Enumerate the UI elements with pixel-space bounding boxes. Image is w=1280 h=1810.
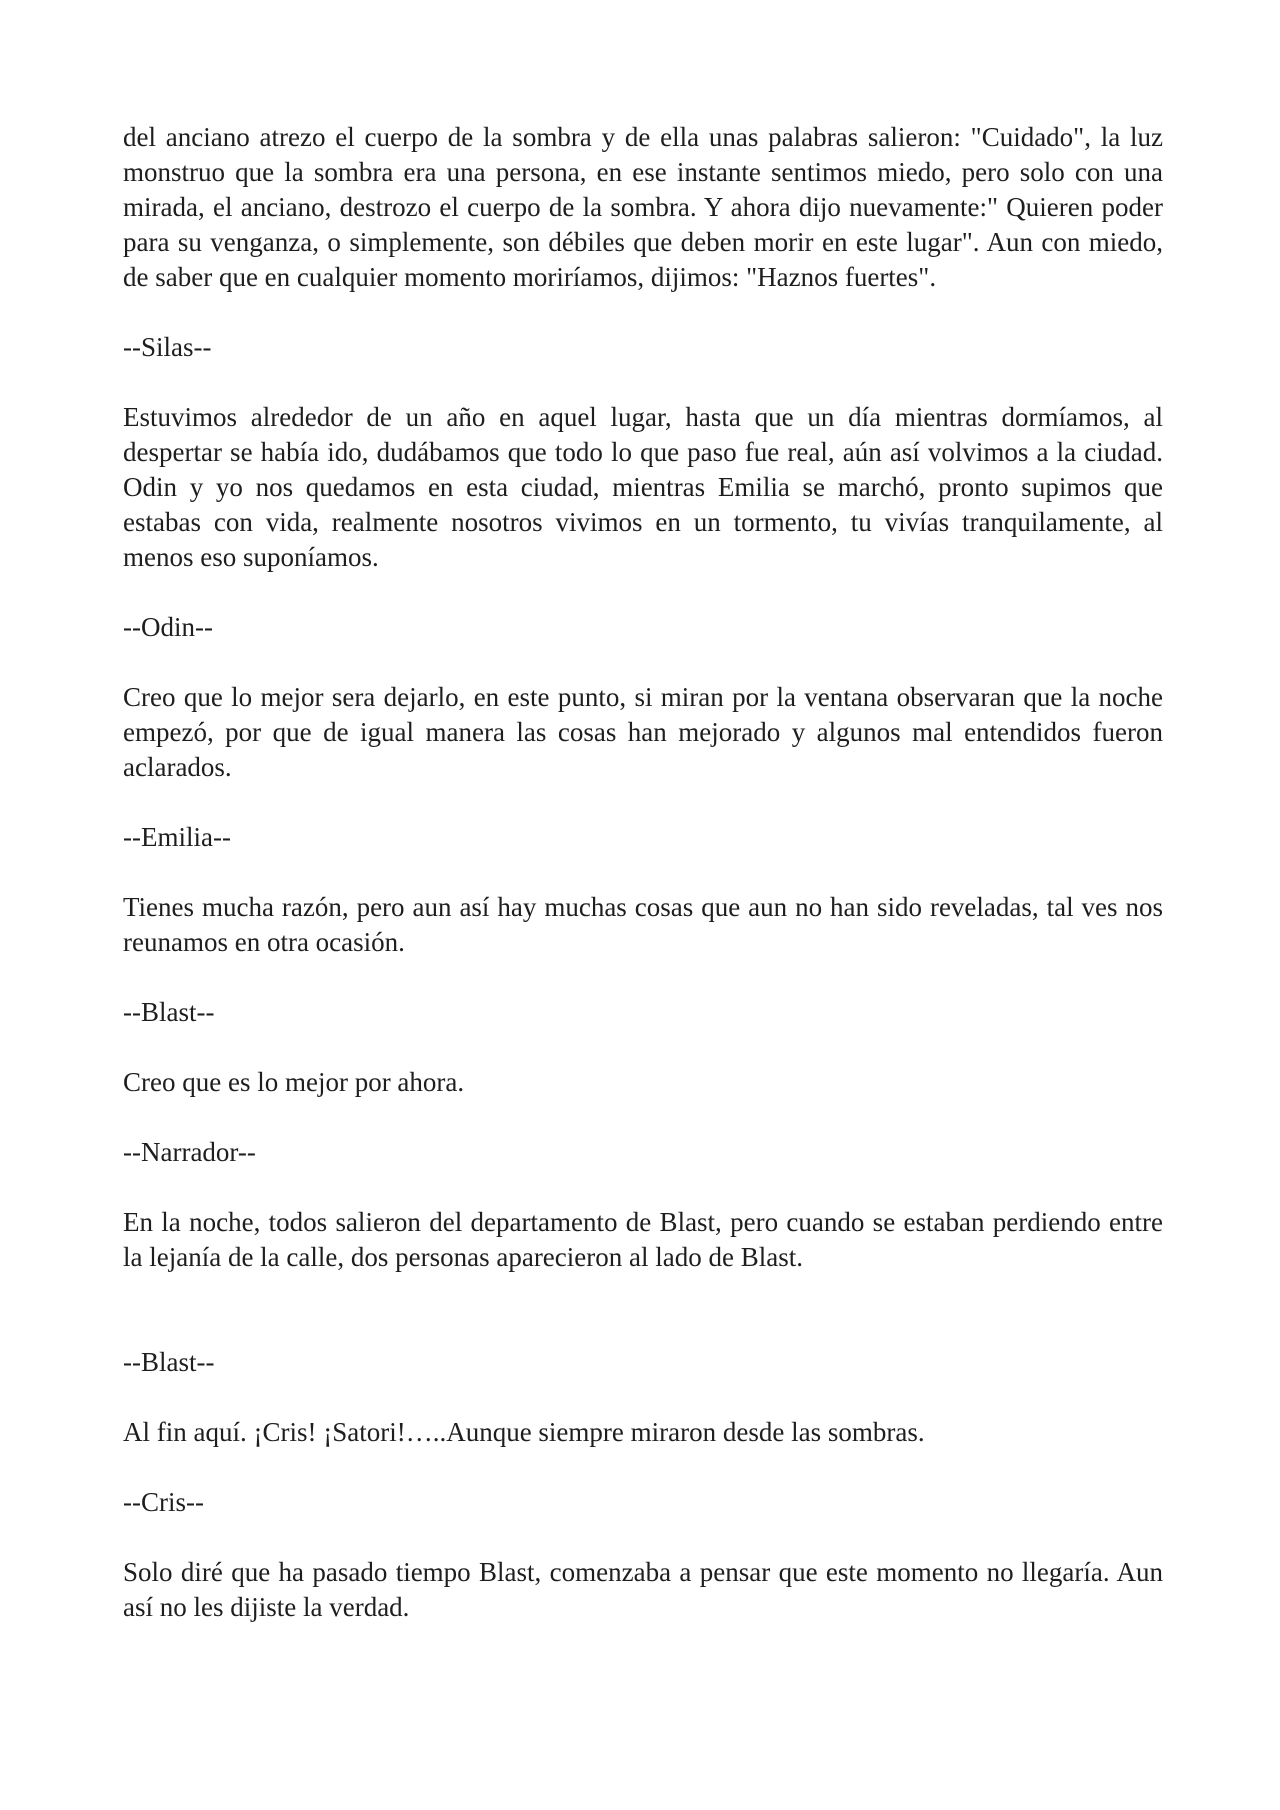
speaker-label-odin: --Odin-- bbox=[123, 612, 213, 642]
document-page bbox=[123, 120, 1163, 1660]
paragraph: Estuvimos alrededor de un año en aquel lugar, hasta que un día mientras dormíamos, al despertar se había ido, dudábamos que todo lo que paso fue real, aún así volvimos a la ciudad. Odin y yo nos quedamos en esta ciudad, mientras Emilia se marchó, pronto supimos que estabas con vida, realmente nosotros vivimos en un tormento, tu vivías tranquilamente, al menos eso suponíamos. bbox=[123, 402, 1163, 572]
speaker-label-narrador: --Narrador-- bbox=[123, 1137, 256, 1167]
paragraph: Creo que es lo mejor por ahora. bbox=[123, 1067, 465, 1097]
paragraph: del anciano atrezo el cuerpo de la sombra y de ella unas palabras salieron: "Cuidado", la luz monstruo que la sombra era una persona, en ese instante sentimos miedo, pero solo con una mirada, el anciano, destrozo el cuerpo de la sombra. Y ahora dijo nuevamente:" Quieren poder para su venganza, o simplemente, son débiles que deben morir en este lugar". Aun con miedo, de saber que en cualquier momento moriríamos, dijimos: "Haznos fuertes". bbox=[123, 122, 1163, 292]
paragraph: Tienes mucha razón, pero aun así hay muchas cosas que aun no han sido reveladas, tal ves nos reunamos en otra ocasión. bbox=[123, 892, 1163, 957]
speaker-label-blast: --Blast-- bbox=[123, 1347, 215, 1377]
speaker-label-silas: --Silas-- bbox=[123, 332, 212, 362]
speaker-label-cris: --Cris-- bbox=[123, 1487, 204, 1517]
speaker-label-emilia: --Emilia-- bbox=[123, 822, 231, 852]
speaker-label-blast: --Blast-- bbox=[123, 997, 215, 1027]
paragraph: Solo diré que ha pasado tiempo Blast, comenzaba a pensar que este momento no llegaría. Aun así no les dijiste la verdad. bbox=[123, 1557, 1163, 1622]
paragraph: Al fin aquí. ¡Cris! ¡Satori!…..Aunque siempre miraron desde las sombras. bbox=[123, 1417, 925, 1447]
paragraph: Creo que lo mejor sera dejarlo, en este punto, si miran por la ventana observaran que la noche empezó, por que de igual manera las cosas han mejorado y algunos mal entendidos fueron aclarados. bbox=[123, 682, 1163, 782]
blank-line bbox=[123, 1310, 1163, 1345]
paragraph: En la noche, todos salieron del departamento de Blast, pero cuando se estaban perdiendo entre la lejanía de la calle, dos personas aparecieron al lado de Blast. bbox=[123, 1207, 1163, 1272]
